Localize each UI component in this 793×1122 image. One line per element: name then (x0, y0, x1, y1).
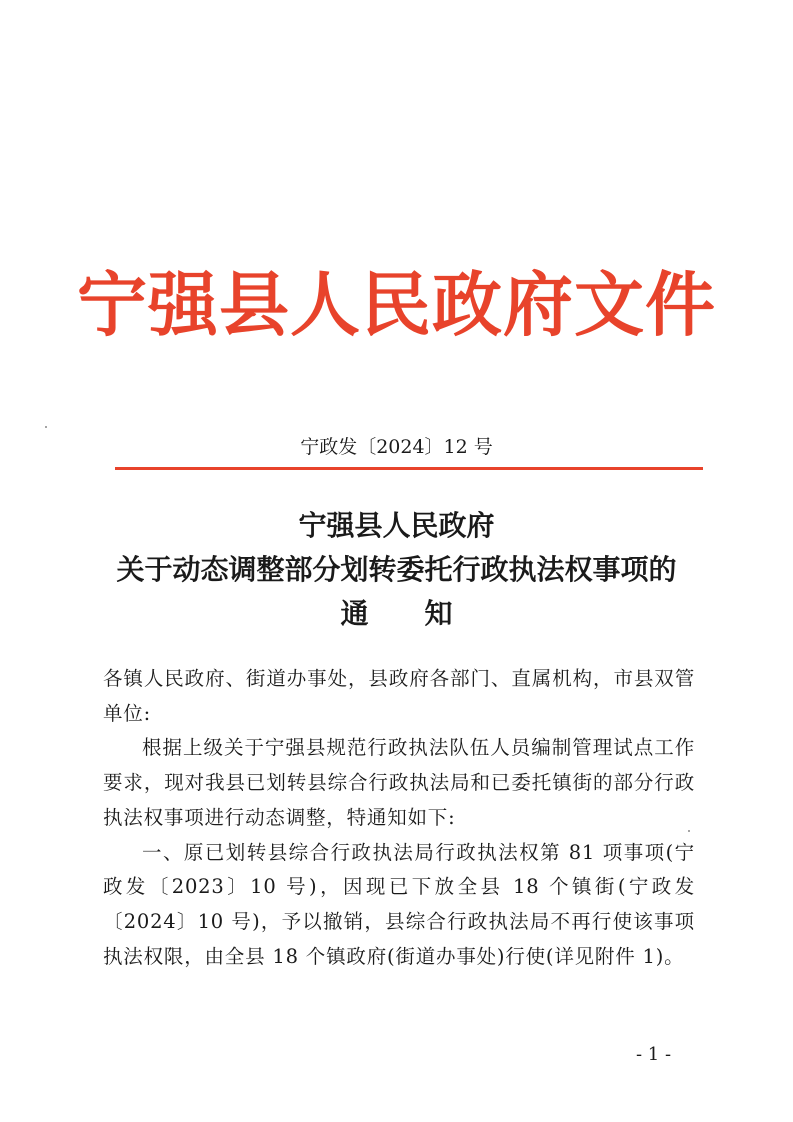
document-masthead: 宁强县人民政府文件 (77, 263, 716, 346)
intro-paragraph: 根据上级关于宁强县规范行政执法队伍人员编制管理试点工作要求，现对我县已划转县综合行政执法局和已委托镇街的部分行政执法权事项进行动态调整，特通知如下: (103, 736, 695, 829)
title-line-notice: 通知 (340, 597, 509, 630)
scan-speck (45, 426, 47, 428)
document-title (0, 504, 793, 636)
scan-speck (688, 830, 690, 832)
document-number: 宁政发〔2024〕12 号 (300, 436, 493, 458)
red-divider-line (115, 467, 703, 470)
title-line-subject: 关于动态调整部分划转委托行政执法权事项的 (116, 553, 677, 586)
item-one-paragraph: 一、原已划转县综合行政执法局行政执法权第 81 项事项(宁政发〔2023〕10 号)，因现已下放全县 18 个镇街(宁政发〔2024〕10 号)，予以撤销，县综合行政执法局不再行使该事项执法权限，由全县 18 个镇政府(街道办事处)行使(详见附件 1)。 (103, 840, 695, 968)
page-number: - 1 - (636, 1044, 672, 1065)
title-line-issuer: 宁强县人民政府 (298, 509, 495, 542)
salutation-paragraph: 各镇人民政府、街道办事处，县政府各部门、直属机构，市县双管单位: (103, 667, 695, 725)
document-body (103, 662, 695, 974)
